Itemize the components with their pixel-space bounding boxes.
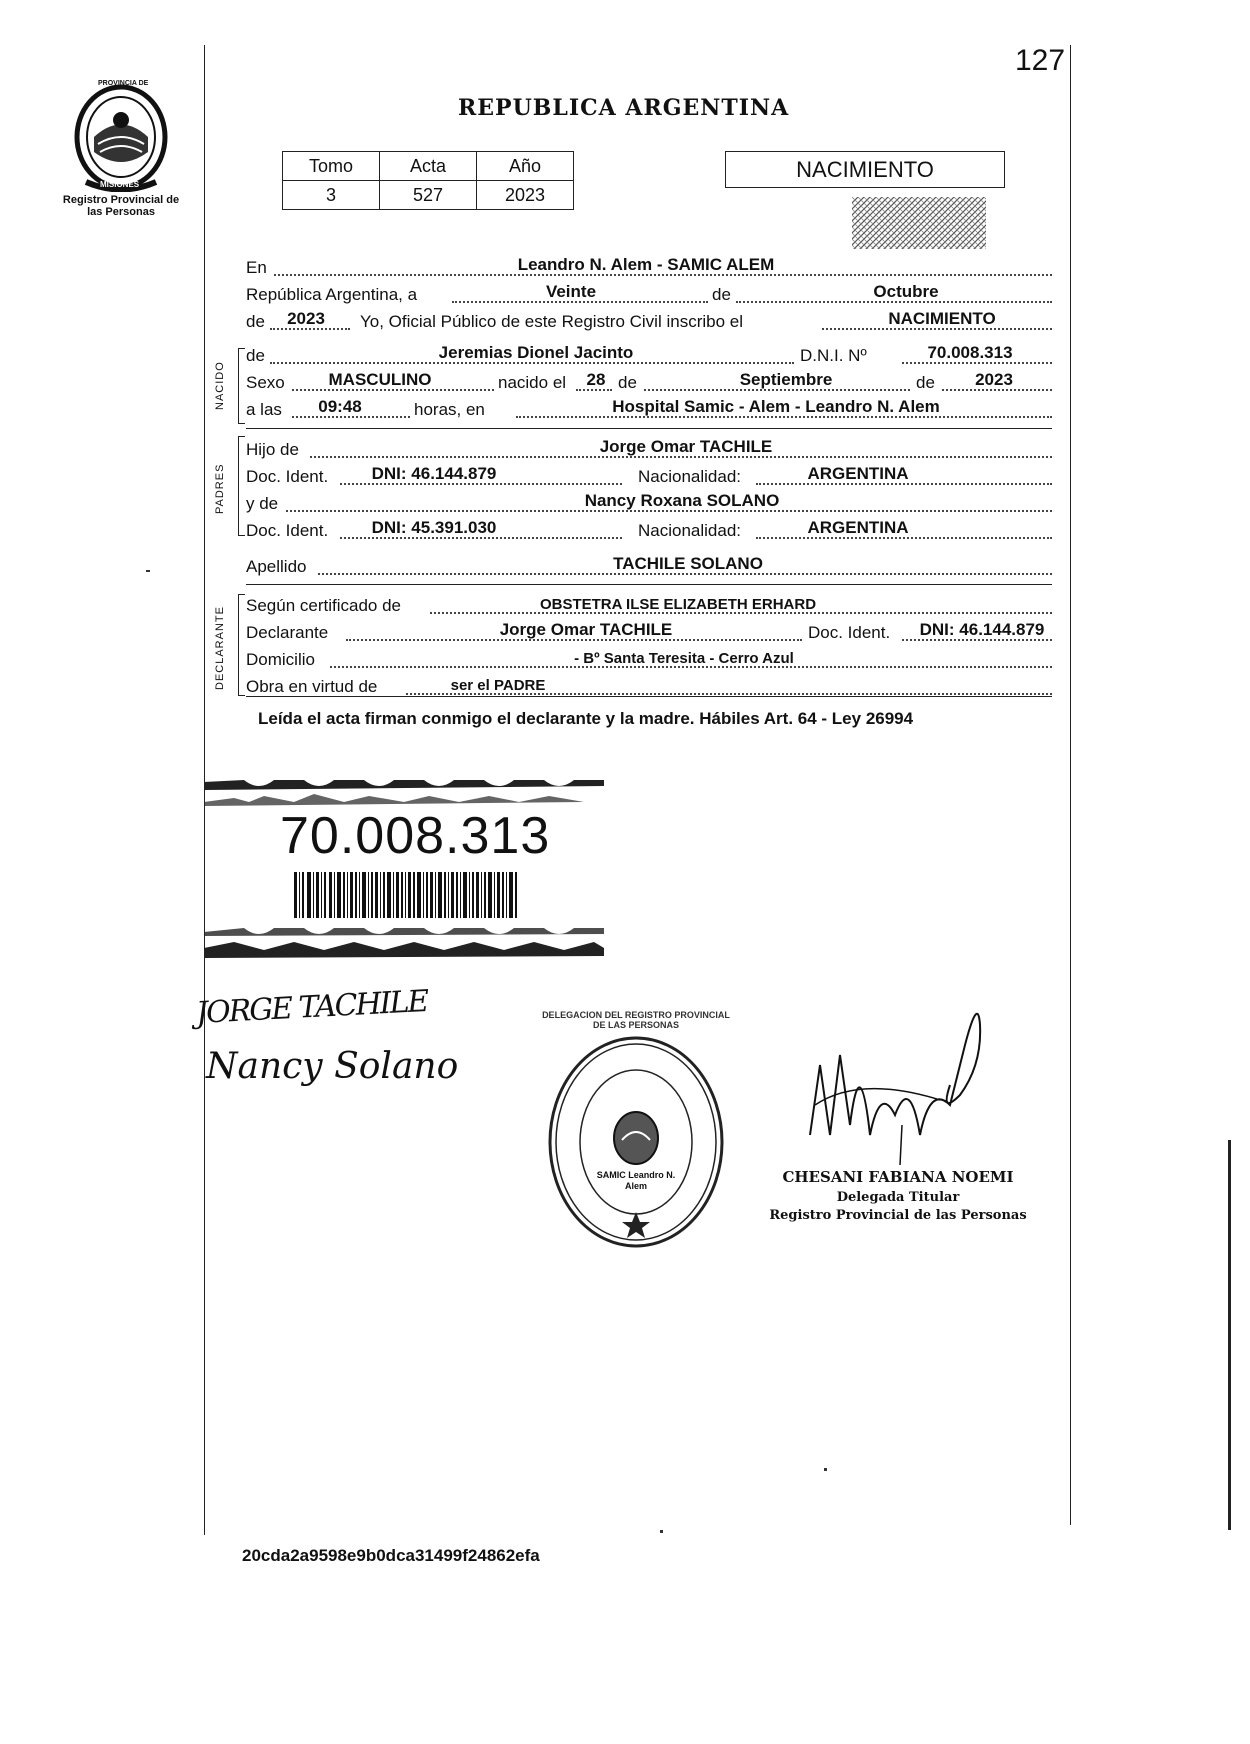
official-stamp (542, 1010, 730, 1252)
value-madre: Nancy Roxana SOLANO (584, 491, 780, 510)
value-declarante-doc: DNI: 46.144.879 (919, 620, 1045, 639)
row-sexo (246, 371, 1052, 393)
label-dni: D.N.I. Nº (800, 346, 867, 365)
value-mes: Octubre (873, 282, 939, 301)
row-nombre (246, 344, 1052, 366)
label-horas-en: horas, en (414, 400, 485, 419)
row-padre (246, 438, 1052, 460)
official-organization: Registro Provincial de las Personas (769, 1208, 1027, 1223)
value-domicilio: - Bº Santa Teresita - Cerro Azul (574, 650, 794, 667)
label-republica: República Argentina, a (246, 285, 418, 304)
value-dni: 70.008.313 (927, 343, 1013, 362)
stamp-outer-text: DELEGACION DEL REGISTRO PROVINCIAL DE LAS PERSONAS (542, 1010, 730, 1030)
label-declarante: Declarante (246, 623, 329, 642)
value-padre: Jorge Omar TACHILE (599, 437, 773, 456)
value-lugar: Leandro N. Alem - SAMIC ALEM (517, 255, 775, 274)
value-obra: ser el PADRE (450, 677, 546, 694)
value-tipo: NACIMIENTO (888, 309, 996, 328)
label-nacionalidad: Nacionalidad: (638, 467, 742, 486)
label-hijo-de: Hijo de (246, 440, 299, 459)
row-separator (246, 696, 1052, 697)
scan-speck (824, 1468, 827, 1471)
label-y-de: y de (246, 494, 279, 513)
section-label-nacido: NACIDO (214, 361, 226, 410)
value-hora: 09:48 (318, 397, 362, 416)
label-domicilio: Domicilio (246, 650, 315, 669)
label-de-anio: de (246, 312, 265, 331)
value-madre-nac: ARGENTINA (807, 518, 909, 537)
row-separator (246, 428, 1052, 429)
label-yo-oficial: Yo, Oficial Público de este Registro Civil inscribo el (360, 312, 743, 331)
province-logo (66, 82, 176, 192)
value-declarante: Jorge Omar TACHILE (499, 620, 673, 639)
act-type-box: NACIMIENTO (725, 151, 1005, 188)
row-madre (246, 492, 1052, 514)
coat-of-arms-icon (66, 82, 176, 192)
label-de-nombre: de (246, 346, 265, 365)
row-separator (246, 584, 1052, 585)
label-a-las: a las (246, 400, 282, 419)
row-madre-doc (246, 519, 1052, 541)
value-padre-doc: DNI: 46.144.879 (371, 464, 497, 483)
label-de-1: de (618, 373, 637, 392)
value-nac-anio: 2023 (975, 370, 1013, 389)
page-number: 127 (1015, 44, 1066, 77)
label-doc-ident-2: Doc. Ident. (246, 521, 329, 540)
sticker-border-pattern-icon (204, 772, 644, 964)
official-role: Delegada Titular (836, 1190, 960, 1205)
value-certificado: OBSTETRA ILSE ELIZABETH ERHARD (539, 596, 817, 613)
row-fecha (246, 283, 1052, 305)
section-label-padres: PADRES (214, 463, 226, 514)
stamp-inner-text: SAMIC Leandro N. Alem (596, 1170, 676, 1191)
value-acta: 527 (380, 181, 477, 210)
reference-table (282, 151, 574, 210)
logo-ring-top-text: PROVINCIA DE (98, 80, 149, 87)
id-sticker (204, 772, 644, 964)
row-hora-lugar (246, 398, 1052, 420)
label-obra: Obra en virtud de (246, 677, 378, 696)
scan-speck (660, 1530, 663, 1533)
row-declarante (246, 621, 1052, 643)
value-tomo: 3 (283, 181, 380, 210)
label-de-mes: de (712, 285, 731, 304)
label-segun: Según certificado de (246, 596, 401, 615)
value-padre-nac: ARGENTINA (807, 464, 909, 483)
row-certificado (246, 594, 1052, 616)
registry-seal-icon (546, 1032, 726, 1252)
barcode-icon (294, 872, 520, 918)
table-header-row (283, 152, 574, 181)
header-acta: Acta (380, 152, 477, 181)
row-apellido (246, 555, 1052, 577)
id-number: 70.008.313 (280, 807, 551, 865)
handwritten-signature-mother: Nancy Solano (206, 1046, 459, 1087)
far-right-edge-line (1228, 1140, 1231, 1530)
row-domicilio (246, 648, 1052, 670)
row-obra (246, 675, 1052, 697)
right-margin-line (1070, 45, 1071, 1525)
value-sexo: MASCULINO (328, 370, 432, 389)
value-nac-mes: Septiembre (739, 370, 833, 389)
header-anio: Año (477, 152, 574, 181)
label-doc-ident-3: Doc. Ident. (808, 623, 891, 642)
value-apellido: TACHILE SOLANO (613, 554, 763, 573)
label-sexo: Sexo (246, 373, 285, 392)
value-nombre: Jeremias Dionel Jacinto (438, 343, 634, 362)
value-lugar-nac: Hospital Samic - Alem - Leandro N. Alem (612, 397, 940, 416)
row-lugar (246, 256, 1052, 278)
logo-caption: Registro Provincial de las Personas (62, 194, 180, 218)
value-anio: 2023 (287, 309, 325, 328)
section-label-declarante: DECLARANTE (214, 606, 226, 690)
table-value-row (283, 181, 574, 210)
label-apellido: Apellido (246, 557, 307, 576)
scan-speck (146, 570, 150, 572)
security-seal-icon (852, 197, 986, 249)
label-nacido-el: nacido el (498, 373, 567, 392)
header-tomo: Tomo (283, 152, 380, 181)
section-bracket-nacido (238, 348, 245, 424)
closing-note: Leída el acta firman conmigo el declarante y la madre. Hábiles Art. 64 - Ley 26994 (258, 709, 914, 728)
label-nacionalidad-2: Nacionalidad: (638, 521, 742, 540)
document-title: REPUBLICA ARGENTINA (458, 95, 790, 121)
value-nac-dia: 28 (586, 370, 606, 389)
official-signature-scrawl (800, 985, 990, 1185)
official-name: CHESANI FABIANA NOEMI (782, 1168, 1014, 1186)
value-anio: 2023 (477, 181, 574, 210)
section-bracket-declarante (238, 594, 245, 696)
value-dia: Veinte (545, 282, 597, 301)
label-de-2: de (916, 373, 935, 392)
handwritten-signature-father: JORGE TACHILE (195, 983, 429, 1032)
row-padre-doc (246, 465, 1052, 487)
section-bracket-padres (238, 436, 245, 536)
value-madre-doc: DNI: 45.391.030 (371, 518, 497, 537)
handwritten-signature-icon (800, 985, 990, 1185)
row-inscripcion (246, 310, 1052, 332)
label-doc-ident: Doc. Ident. (246, 467, 329, 486)
label-en: En (246, 258, 267, 277)
logo-ring-bottom-text: MISIONES (100, 180, 140, 189)
document-hash: 20cda2a9598e9b0dca31499f24862efa (242, 1546, 540, 1565)
